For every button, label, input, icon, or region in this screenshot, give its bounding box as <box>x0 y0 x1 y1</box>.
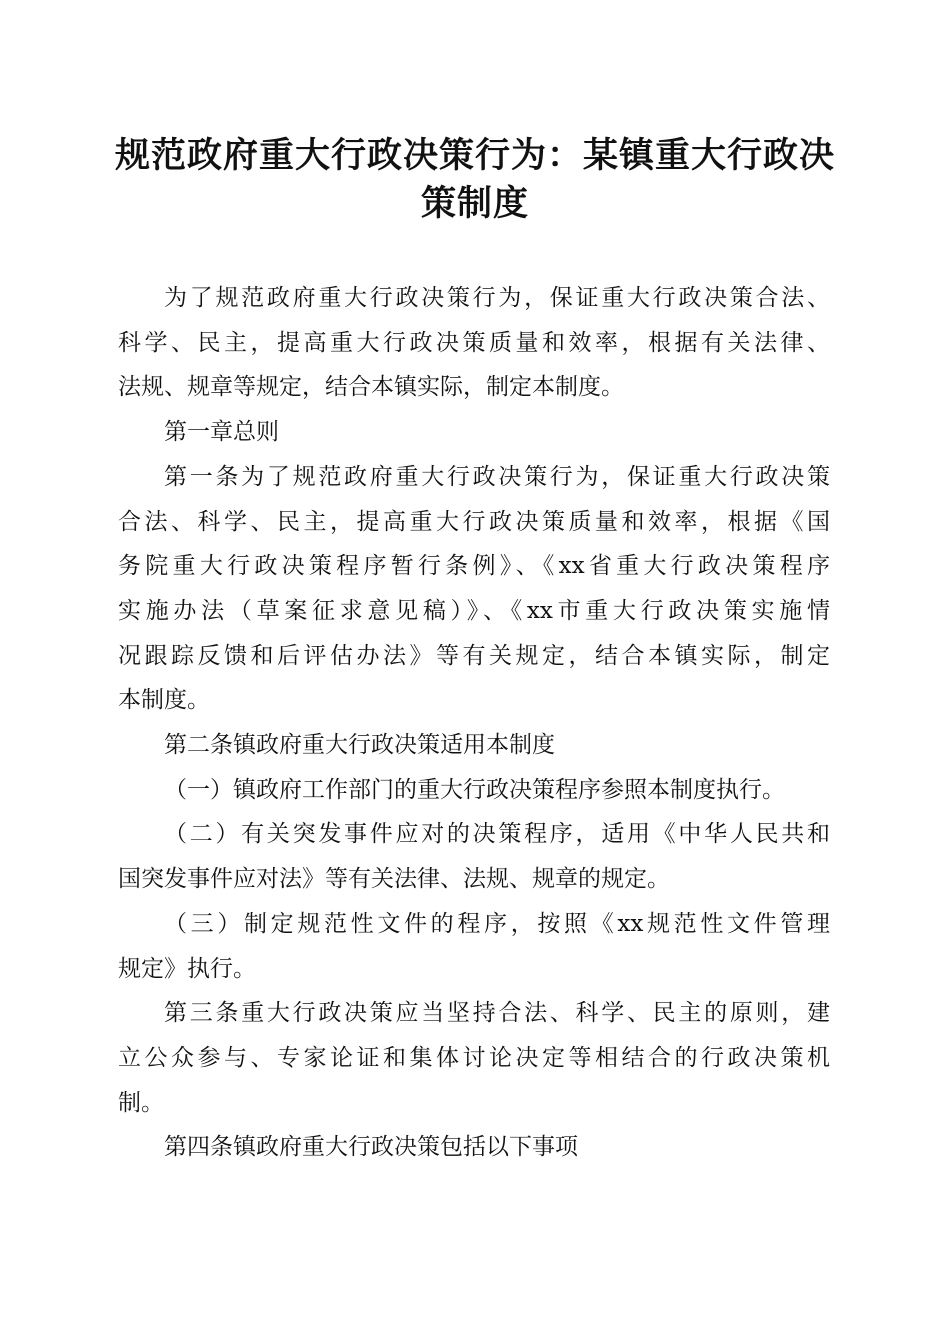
paragraph <box>118 902 830 991</box>
paragraph-line: 制。 <box>118 1089 164 1116</box>
paragraph-line: 为了规范政府重大行政决策行为，保证重大行政决策合法、 <box>164 285 830 311</box>
paragraph-line: （三）制定规范性文件的程序，按照《xx规范性文件管理 <box>164 910 830 937</box>
title-line: 规范政府重大行政决策行为：某镇重大行政决 <box>114 135 835 176</box>
paragraph-line: 规定》执行。 <box>118 955 256 982</box>
paragraph-line: 法规、规章等规定，结合本镇实际，制定本制度。 <box>118 374 624 401</box>
paragraph-line: 务院重大行政决策程序暂行条例》、《xx省重大行政决策程序 <box>118 553 830 580</box>
paragraph <box>118 991 830 1125</box>
paragraph-line: 第一章总则 <box>164 419 279 446</box>
document-body <box>118 276 830 1170</box>
paragraph <box>118 812 830 901</box>
paragraph <box>118 455 830 723</box>
paragraph <box>118 723 830 768</box>
paragraph-line: 立公众参与、专家论证和集体讨论决定等相结合的行政决策机 <box>118 1044 830 1071</box>
paragraph-line: 第一条为了规范政府重大行政决策行为，保证重大行政决策 <box>164 463 830 490</box>
document-title <box>0 132 950 228</box>
paragraph-line: 本制度。 <box>118 687 210 714</box>
paragraph-line: 第二条镇政府重大行政决策适用本制度 <box>164 732 555 759</box>
paragraph-line: 第四条镇政府重大行政决策包括以下事项 <box>164 1134 578 1161</box>
paragraph-line: 国突发事件应对法》等有关法律、法规、规章的规定。 <box>118 866 670 893</box>
title-line: 策制度 <box>420 183 529 224</box>
paragraph-line: （二）有关突发事件应对的决策程序，适用《中华人民共和 <box>164 821 830 848</box>
paragraph-line: 第三条重大行政决策应当坚持合法、科学、民主的原则，建 <box>164 1000 830 1027</box>
paragraph <box>118 768 830 813</box>
paragraph-line: 实施办法（草案征求意见稿）》、《xx市重大行政决策实施情 <box>118 597 830 624</box>
paragraph <box>118 1125 830 1170</box>
paragraph-line: 科学、民主，提高重大行政决策质量和效率，根据有关法律、 <box>118 329 830 356</box>
paragraph <box>118 276 830 410</box>
paragraph-line: （一）镇政府工作部门的重大行政决策程序参照本制度执行。 <box>164 776 785 803</box>
paragraph-line: 况跟踪反馈和后评估办法》等有关规定，结合本镇实际，制定 <box>118 642 830 669</box>
paragraph-line: 合法、科学、民主，提高重大行政决策质量和效率，根据《国 <box>118 508 830 535</box>
paragraph <box>118 410 830 455</box>
